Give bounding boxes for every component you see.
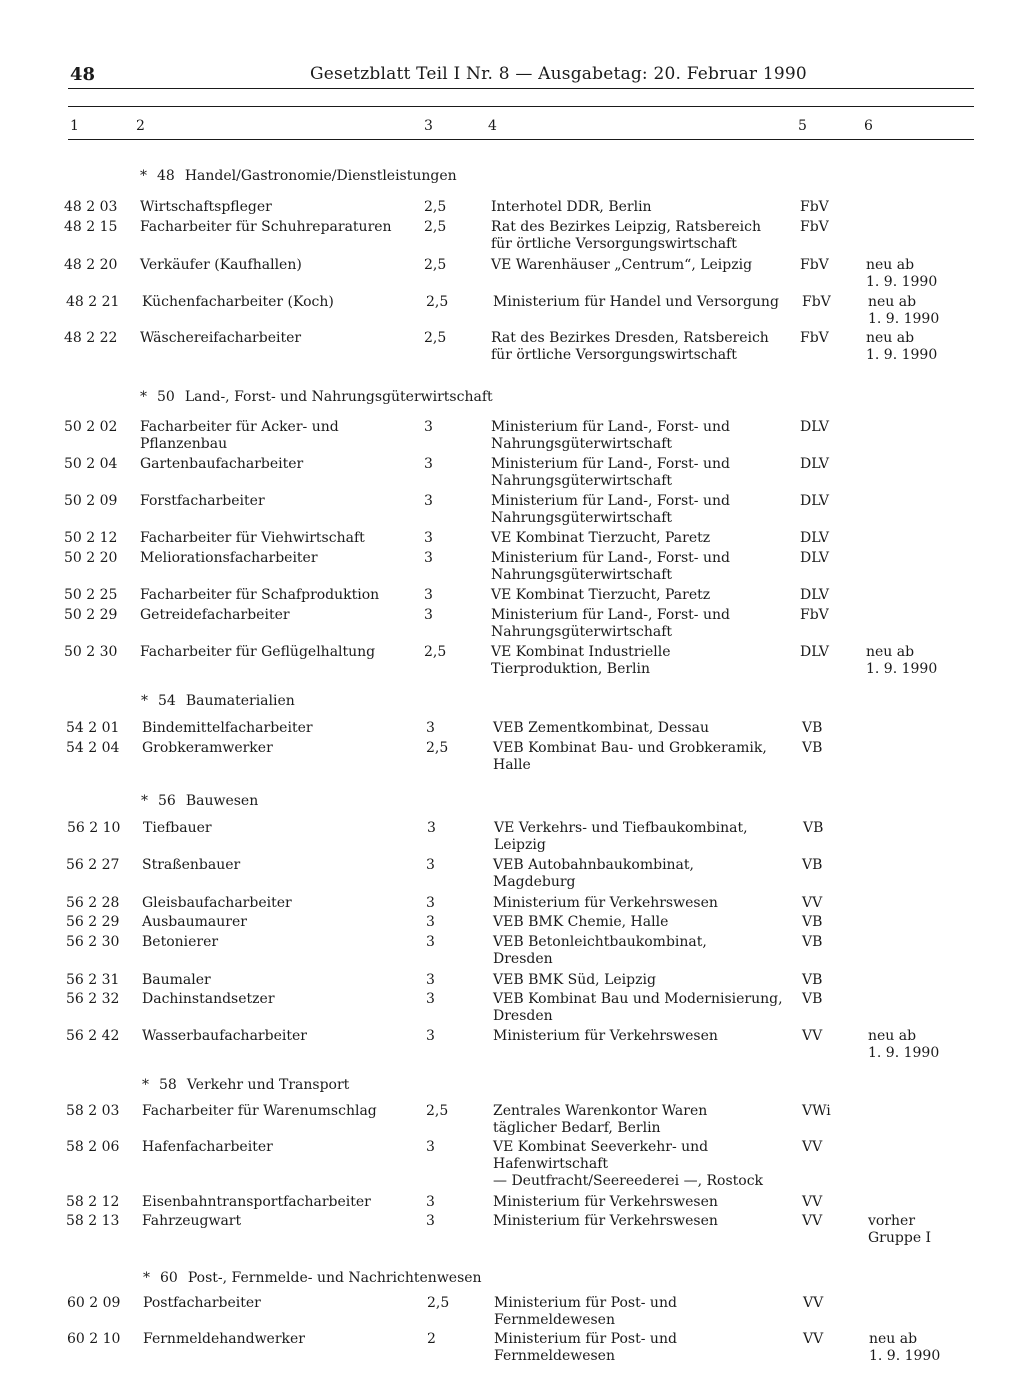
- column-header: 4: [488, 118, 497, 134]
- occupation-code: 60 2 09: [67, 1295, 121, 1311]
- authority-abbreviation: VV: [802, 895, 823, 911]
- wage-group-value: 3: [426, 857, 435, 873]
- occupation-name: Wäschereifacharbeiter: [140, 330, 302, 346]
- responsible-organization: VE Kombinat Industrielle Tierproduktion, Berlin: [491, 644, 671, 677]
- wage-group-value: 3: [424, 493, 433, 509]
- section-title: Bauwesen: [185, 793, 259, 809]
- section-number: 48: [157, 168, 175, 184]
- remark: neu ab 1. 9. 1990: [869, 1331, 941, 1364]
- occupation-code: 50 2 20: [64, 550, 118, 566]
- authority-abbreviation: DLV: [800, 456, 829, 472]
- authority-abbreviation: DLV: [800, 644, 829, 660]
- occupation-code: 58 2 12: [66, 1194, 120, 1210]
- responsible-organization: Ministerium für Land-, Forst- und Nahrungsgüterwirtschaft: [491, 550, 730, 583]
- occupation-name: Facharbeiter für Geflügelhaltung: [140, 644, 376, 660]
- wage-group-value: 3: [426, 934, 435, 950]
- authority-abbreviation: FbV: [800, 330, 829, 346]
- responsible-organization: VE Warenhäuser „Centrum“, Leipzig: [491, 257, 753, 273]
- authority-abbreviation: VB: [802, 991, 823, 1007]
- section-number: 54: [158, 693, 176, 709]
- occupation-name: Eisenbahntransportfacharbeiter: [142, 1194, 371, 1210]
- wage-group-value: 2,5: [426, 1103, 449, 1119]
- authority-abbreviation: VB: [802, 972, 823, 988]
- occupation-name: Facharbeiter für Schuhreparaturen: [140, 219, 392, 235]
- section-title: Land-, Forst- und Nahrungsgüterwirtschaft: [184, 389, 493, 405]
- page-title: Gesetzblatt Teil I Nr. 8 — Ausgabetag: 20. Februar 1990: [310, 64, 807, 84]
- occupation-code: 50 2 25: [64, 587, 118, 603]
- remark: neu ab 1. 9. 1990: [868, 294, 940, 327]
- authority-abbreviation: VV: [802, 1194, 823, 1210]
- responsible-organization: Ministerium für Post- und Fernmeldewesen: [494, 1295, 677, 1328]
- occupation-code: 50 2 29: [64, 607, 118, 623]
- column-header: 3: [424, 118, 433, 134]
- asterisk-marker: *: [141, 693, 148, 709]
- section-heading: [142, 1077, 349, 1093]
- responsible-organization: Ministerium für Verkehrswesen: [493, 895, 718, 911]
- occupation-code: 58 2 13: [66, 1213, 120, 1229]
- authority-abbreviation: FbV: [802, 294, 831, 310]
- wage-group-value: 3: [426, 991, 435, 1007]
- occupation-code: 56 2 31: [66, 972, 120, 988]
- responsible-organization: Ministerium für Land-, Forst- und Nahrungsgüterwirtschaft: [491, 493, 730, 526]
- occupation-code: 58 2 03: [66, 1103, 120, 1119]
- wage-group-value: 2,5: [424, 330, 447, 346]
- responsible-organization: VEB BMK Chemie, Halle: [493, 914, 669, 930]
- occupation-code: 58 2 06: [66, 1139, 120, 1155]
- authority-abbreviation: VB: [803, 820, 824, 836]
- responsible-organization: VE Kombinat Tierzucht, Paretz: [491, 587, 711, 603]
- authority-abbreviation: FbV: [800, 607, 829, 623]
- occupation-code: 48 2 15: [64, 219, 118, 235]
- remark: neu ab 1. 9. 1990: [866, 257, 938, 290]
- wage-group-value: 2,5: [424, 257, 447, 273]
- section-title: Verkehr und Transport: [186, 1077, 350, 1093]
- occupation-code: 56 2 27: [66, 857, 120, 873]
- occupation-name: Betonierer: [142, 934, 219, 950]
- remark: neu ab 1. 9. 1990: [866, 644, 938, 677]
- section-title: Post-, Fernmelde- und Nachrichtenwesen: [187, 1270, 482, 1286]
- authority-abbreviation: VB: [802, 740, 823, 756]
- wage-group-value: 3: [426, 1194, 435, 1210]
- wage-group-value: 3: [424, 456, 433, 472]
- occupation-code: 56 2 29: [66, 914, 120, 930]
- wage-group-value: 3: [426, 1139, 435, 1155]
- occupation-code: 60 2 10: [67, 1331, 121, 1347]
- wage-group-value: 3: [424, 550, 433, 566]
- authority-abbreviation: VV: [802, 1028, 823, 1044]
- authority-abbreviation: VB: [802, 857, 823, 873]
- occupation-name: Getreidefacharbeiter: [140, 607, 290, 623]
- responsible-organization: VEB Zementkombinat, Dessau: [493, 720, 710, 736]
- occupation-name: Facharbeiter für Acker- und Pflanzenbau: [140, 419, 339, 452]
- responsible-organization: Ministerium für Land-, Forst- und Nahrungsgüterwirtschaft: [491, 456, 730, 489]
- wage-group-value: 2: [427, 1331, 436, 1347]
- column-header: 5: [798, 118, 807, 134]
- occupation-code: 48 2 21: [66, 294, 120, 310]
- wage-group-value: 3: [424, 607, 433, 623]
- occupation-name: Gleisbaufacharbeiter: [142, 895, 292, 911]
- wage-group-value: 3: [426, 1028, 435, 1044]
- occupation-code: 56 2 32: [66, 991, 120, 1007]
- authority-abbreviation: VV: [802, 1213, 823, 1229]
- occupation-code: 56 2 28: [66, 895, 120, 911]
- wage-group-value: 3: [424, 587, 433, 603]
- section-title: Baumaterialien: [185, 693, 295, 709]
- occupation-name: Postfacharbeiter: [143, 1295, 261, 1311]
- section-heading: [141, 793, 258, 809]
- table-top-rule: [68, 106, 974, 107]
- remark: neu ab 1. 9. 1990: [868, 1028, 940, 1061]
- occupation-name: Ausbaumaurer: [142, 914, 247, 930]
- responsible-organization: Ministerium für Verkehrswesen: [493, 1028, 718, 1044]
- authority-abbreviation: DLV: [800, 587, 829, 603]
- authority-abbreviation: DLV: [800, 493, 829, 509]
- wage-group-value: 3: [424, 530, 433, 546]
- authority-abbreviation: DLV: [800, 530, 829, 546]
- wage-group-value: 2,5: [424, 219, 447, 235]
- occupation-name: Facharbeiter für Warenumschlag: [142, 1103, 377, 1119]
- occupation-name: Meliorationsfacharbeiter: [140, 550, 318, 566]
- responsible-organization: VE Kombinat Seeverkehr- und Hafenwirtschaft — Deutfracht/Seereederei —, Rostock: [493, 1139, 764, 1189]
- authority-abbreviation: VB: [802, 914, 823, 930]
- responsible-organization: VEB BMK Süd, Leipzig: [493, 972, 656, 988]
- authority-abbreviation: VV: [802, 1139, 823, 1155]
- occupation-name: Fernmeldehandwerker: [143, 1331, 305, 1347]
- wage-group-value: 3: [426, 972, 435, 988]
- occupation-code: 54 2 01: [66, 720, 120, 736]
- wage-group-value: 3: [426, 895, 435, 911]
- occupation-name: Grobkeramwerker: [142, 740, 273, 756]
- header-rule: [68, 88, 974, 89]
- responsible-organization: VE Verkehrs- und Tiefbaukombinat, Leipzig: [494, 820, 748, 853]
- section-heading: [140, 389, 493, 405]
- responsible-organization: VEB Kombinat Bau- und Grobkeramik, Halle: [493, 740, 767, 773]
- occupation-name: Küchenfacharbeiter (Koch): [142, 294, 334, 310]
- occupation-name: Hafenfacharbeiter: [142, 1139, 273, 1155]
- occupation-name: Straßenbauer: [142, 857, 241, 873]
- occupation-name: Tiefbauer: [143, 820, 212, 836]
- occupation-code: 50 2 12: [64, 530, 118, 546]
- authority-abbreviation: DLV: [800, 550, 829, 566]
- occupation-code: 56 2 10: [67, 820, 121, 836]
- section-heading: [141, 693, 295, 709]
- responsible-organization: Interhotel DDR, Berlin: [491, 199, 652, 215]
- occupation-name: Dachinstandsetzer: [142, 991, 275, 1007]
- section-heading: [143, 1270, 482, 1286]
- column-header: 6: [864, 118, 873, 134]
- responsible-organization: Ministerium für Handel und Versorgung: [493, 294, 779, 310]
- wage-group-value: 2,5: [426, 294, 449, 310]
- occupation-code: 56 2 30: [66, 934, 120, 950]
- authority-abbreviation: VB: [802, 720, 823, 736]
- occupation-name: Fahrzeugwart: [142, 1213, 242, 1229]
- responsible-organization: Rat des Bezirkes Dresden, Ratsbereich für örtliche Versorgungswirtschaft: [491, 330, 769, 363]
- authority-abbreviation: VB: [802, 934, 823, 950]
- authority-abbreviation: FbV: [800, 219, 829, 235]
- occupation-name: Wirtschaftspfleger: [140, 199, 272, 215]
- column-header-rule: [68, 139, 974, 140]
- wage-group-value: 2,5: [426, 740, 449, 756]
- occupation-code: 48 2 20: [64, 257, 118, 273]
- authority-abbreviation: VV: [803, 1331, 824, 1347]
- authority-abbreviation: FbV: [800, 199, 829, 215]
- responsible-organization: Ministerium für Verkehrswesen: [493, 1194, 718, 1210]
- occupation-code: 50 2 04: [64, 456, 118, 472]
- asterisk-marker: *: [141, 793, 148, 809]
- occupation-code: 56 2 42: [66, 1028, 120, 1044]
- section-title: Handel/Gastronomie/Dienstleistungen: [184, 168, 457, 184]
- responsible-organization: VEB Kombinat Bau und Modernisierung, Dresden: [493, 991, 783, 1024]
- occupation-name: Facharbeiter für Schafproduktion: [140, 587, 380, 603]
- column-header: 1: [70, 118, 79, 134]
- occupation-name: Wasserbaufacharbeiter: [142, 1028, 307, 1044]
- occupation-name: Bindemittelfacharbeiter: [142, 720, 313, 736]
- wage-group-value: 2,5: [424, 199, 447, 215]
- wage-group-value: 2,5: [427, 1295, 450, 1311]
- asterisk-marker: *: [143, 1270, 150, 1286]
- responsible-organization: Ministerium für Verkehrswesen: [493, 1213, 718, 1229]
- authority-abbreviation: DLV: [800, 419, 829, 435]
- responsible-organization: VE Kombinat Tierzucht, Paretz: [491, 530, 711, 546]
- wage-group-value: 3: [426, 720, 435, 736]
- occupation-code: 54 2 04: [66, 740, 120, 756]
- authority-abbreviation: FbV: [800, 257, 829, 273]
- section-number: 50: [157, 389, 175, 405]
- occupation-name: Forstfacharbeiter: [140, 493, 265, 509]
- occupation-code: 48 2 22: [64, 330, 118, 346]
- responsible-organization: Ministerium für Land-, Forst- und Nahrungsgüterwirtschaft: [491, 607, 730, 640]
- wage-group-value: 3: [424, 419, 433, 435]
- responsible-organization: VEB Autobahnbaukombinat, Magdeburg: [493, 857, 694, 890]
- responsible-organization: Zentrales Warenkontor Waren täglicher Bedarf, Berlin: [493, 1103, 708, 1136]
- wage-group-value: 2,5: [424, 644, 447, 660]
- occupation-code: 48 2 03: [64, 199, 118, 215]
- page-number: 48: [70, 64, 96, 85]
- section-number: 60: [160, 1270, 178, 1286]
- authority-abbreviation: VV: [803, 1295, 824, 1311]
- column-header: 2: [136, 118, 145, 134]
- asterisk-marker: *: [140, 389, 147, 405]
- occupation-code: 50 2 02: [64, 419, 118, 435]
- occupation-code: 50 2 30: [64, 644, 118, 660]
- responsible-organization: Ministerium für Post- und Fernmeldewesen: [494, 1331, 677, 1364]
- occupation-name: Verkäufer (Kaufhallen): [140, 257, 302, 273]
- remark: neu ab 1. 9. 1990: [866, 330, 938, 363]
- wage-group-value: 3: [426, 914, 435, 930]
- remark: vorher Gruppe I: [868, 1213, 932, 1246]
- asterisk-marker: *: [142, 1077, 149, 1093]
- wage-group-value: 3: [426, 1213, 435, 1229]
- responsible-organization: Rat des Bezirkes Leipzig, Ratsbereich für örtliche Versorgungswirtschaft: [491, 219, 762, 252]
- authority-abbreviation: VWi: [802, 1103, 831, 1119]
- wage-group-value: 3: [427, 820, 436, 836]
- section-heading: [140, 168, 457, 184]
- occupation-name: Facharbeiter für Viehwirtschaft: [140, 530, 365, 546]
- asterisk-marker: *: [140, 168, 147, 184]
- occupation-code: 50 2 09: [64, 493, 118, 509]
- responsible-organization: VEB Betonleichtbaukombinat, Dresden: [493, 934, 707, 967]
- section-number: 58: [159, 1077, 177, 1093]
- occupation-name: Gartenbaufacharbeiter: [140, 456, 304, 472]
- section-number: 56: [158, 793, 176, 809]
- responsible-organization: Ministerium für Land-, Forst- und Nahrungsgüterwirtschaft: [491, 419, 730, 452]
- occupation-name: Baumaler: [142, 972, 211, 988]
